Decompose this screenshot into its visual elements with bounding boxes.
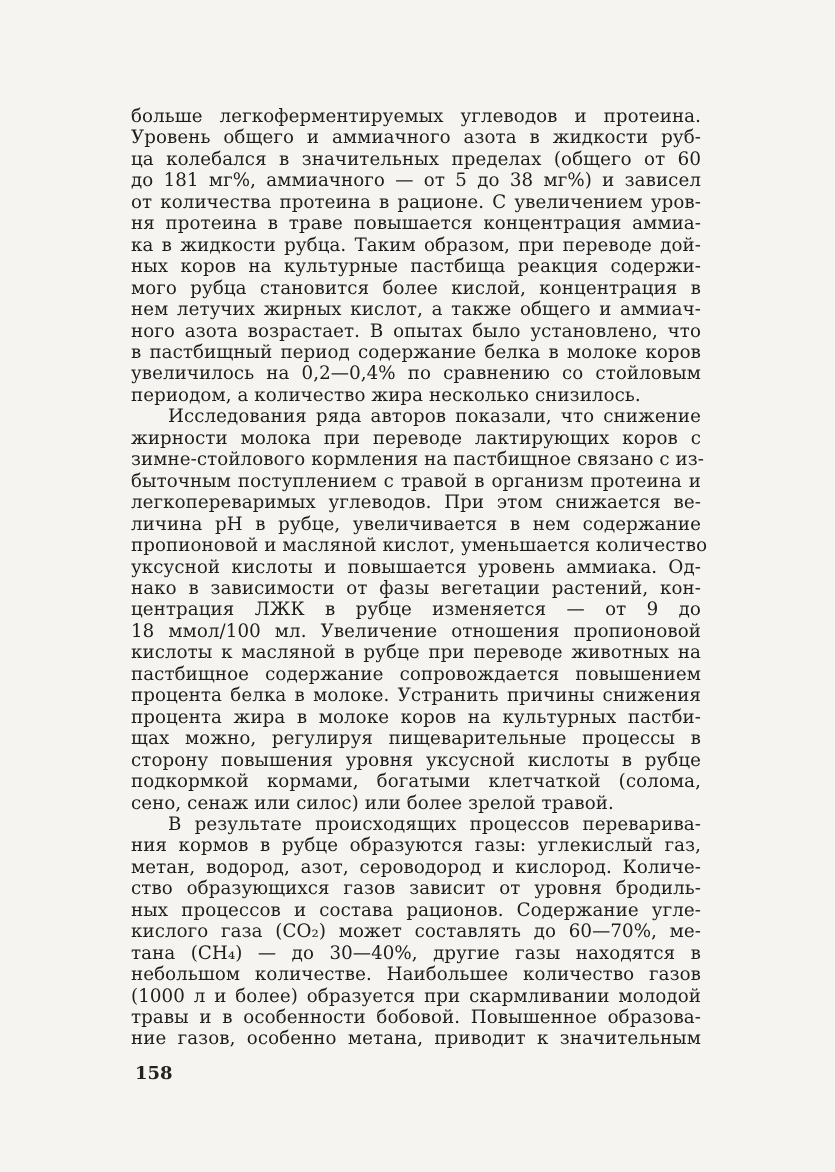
text-line: 18 ммол/100 мл. Увеличение отношения пропионовой: [131, 620, 701, 642]
text-line: процента белка в молоке. Устранить причины снижения: [131, 685, 701, 707]
text-line: зимне-стойлового кормления на пастбищное связано с из-: [131, 449, 705, 471]
text-line: тана (CH₄) — до 30—40%, другие газы находятся в: [131, 942, 701, 964]
text-line: пастбищное содержание сопровождается повышением: [131, 663, 701, 685]
text-line: личина рН в рубце, увеличивается в нем содержание: [131, 513, 701, 535]
text-line: ня протеина в траве повышается концентрация аммиа-: [131, 213, 701, 235]
text-line: ния кормов в рубце образуются газы: углекислый газ,: [131, 835, 701, 857]
text-line: жирности молока при переводе лактирующих коров с: [131, 427, 701, 449]
text-line: уксусной кислоты и повышается уровень аммиака. Од-: [131, 556, 701, 578]
text-line: ние газов, особенно метана, приводит к значительным: [131, 1028, 701, 1050]
text-line: ца колебался в значительных пределах (общего от 60: [131, 148, 701, 170]
text-line: Уровень общего и аммиачного азота в жидкости руб-: [131, 127, 701, 149]
text-line: подкормкой кормами, богатыми клетчаткой (солома,: [131, 771, 701, 793]
text-line: (1000 л и более) образуется при скармливании молодой: [131, 985, 701, 1007]
text-line: до 181 мг%, аммиачного — от 5 до 38 мг%) и зависел: [131, 170, 701, 192]
text-line: легкопереваримых углеводов. При этом снижается ве-: [131, 492, 701, 514]
text-line: быточным поступлением с травой в организм протеина и: [131, 470, 701, 492]
text-line: мого рубца становится более кислой, концентрация в: [131, 277, 701, 299]
text-line: сторону повышения уровня уксусной кислоты в рубце: [131, 749, 701, 771]
text-line: периодом, а количество жира несколько снизилось.: [131, 384, 641, 406]
text-line: ных процессов и состава рационов. Содержание угле-: [131, 899, 701, 921]
text-line: пропионовой и масляной кислот, уменьшается количество: [131, 535, 708, 557]
text-line: сено, сенаж или силос) или более зрелой травой.: [131, 792, 614, 814]
text-line: небольшом количестве. Наибольшее количество газов: [131, 964, 701, 986]
text-line: кислоты к масляной в рубце при переводе животных на: [131, 642, 701, 664]
text-line: ство образующихся газов зависит от уровня бродиль-: [131, 878, 701, 900]
paragraph: [131, 406, 708, 814]
paragraph: [131, 814, 701, 1050]
text-line: процента жира в молоке коров на культурных пастби-: [131, 706, 701, 728]
text-line: кислого газа (CO₂) может составлять до 60—70%, ме-: [131, 921, 701, 943]
text-line: увеличилось на 0,2—0,4% по сравнению со стойловым: [131, 363, 701, 385]
text-line: травы и в особенности бобовой. Повышенное образова-: [131, 1007, 701, 1029]
text-line: нем летучих жирных кислот, а также общего и аммиач-: [131, 299, 701, 321]
body-text: [131, 106, 708, 1050]
text-line: ка в жидкости рубца. Таким образом, при переводе дой-: [131, 234, 701, 256]
text-line: в пастбищный период содержание белка в молоке коров: [131, 341, 701, 363]
text-line: центрация ЛЖК в рубце изменяется — от 9 до: [131, 599, 701, 621]
text-line: В результате происходящих процессов переварива-: [168, 813, 701, 835]
text-line: ного азота возрастает. В опытах было установлено, что: [131, 320, 701, 342]
text-line: ных коров на культурные пастбища реакция содержи-: [131, 256, 701, 278]
paragraph: [131, 106, 701, 406]
page-number: 158: [135, 1063, 173, 1084]
text-line: от количества протеина в рационе. С увеличением уров-: [131, 191, 701, 213]
text-line: Исследования ряда авторов показали, что снижение: [168, 406, 701, 428]
text-line: метан, водород, азот, сероводород и кислород. Количе-: [131, 856, 701, 878]
text-line: щах можно, регулируя пищеварительные процессы в: [131, 728, 701, 750]
text-line: больше легкоферментируемых углеводов и протеина.: [131, 106, 701, 127]
text-line: нако в зависимости от фазы вегетации растений, кон-: [131, 577, 701, 599]
